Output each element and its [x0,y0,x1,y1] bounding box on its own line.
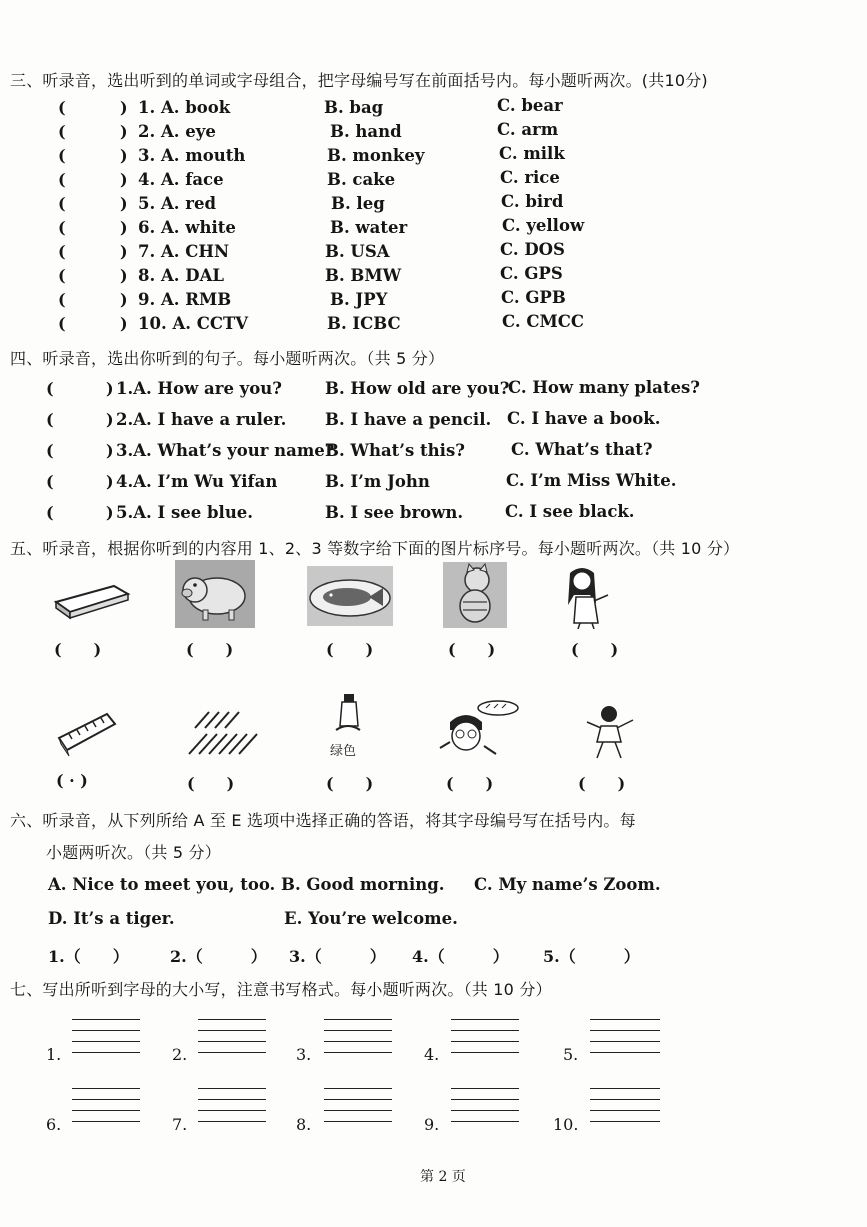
answer-paren-open: ( [58,266,66,285]
sentence-a: 2.A. I have a ruler. [116,410,287,429]
answer-paren-close: ) [120,98,128,117]
answer-paren-close: ) [106,503,114,522]
writing-guide-line [590,1052,660,1053]
sentence-c: C. How many plates? [508,378,700,397]
writing-guide-line [451,1041,519,1042]
picture-number-paren: ( ) [448,640,496,659]
writing-guide-line [198,1088,266,1089]
writing-guide-line [324,1019,392,1020]
reply-option: E. You’re welcome. [284,909,458,928]
option-c: C. bird [501,192,564,211]
answer-blank: 5.（ ） [543,947,640,966]
eraser-picture [52,580,132,620]
picture-number-paren: ( ) [186,640,234,659]
answer-paren-close: ) [106,410,114,429]
answer-paren-close: ) [106,379,114,398]
writing-item-number: 7. [172,1115,188,1134]
fish-plate-picture [307,566,393,626]
section-6-title-line2: 小题两听次。（共 5 分） [46,843,221,862]
answer-paren-open: ( [46,410,54,429]
picture-number-paren: ( ) [54,640,102,659]
writing-item-number: 1. [46,1045,62,1064]
picture-number-paren: ( ) [446,774,494,793]
pig-picture [175,560,255,628]
writing-guide-line [198,1041,266,1042]
paint-tube-picture [330,692,366,734]
picture-number-paren: ( ) [326,774,374,793]
option-b: B. bag [324,98,384,117]
answer-paren-open: ( [58,290,66,309]
answer-paren-close: ) [120,314,128,333]
option-c: C. DOS [500,240,565,259]
option-b: B. water [330,218,408,237]
section-7-title: 七、写出所听到字母的大小写，注意书写格式。每小题听两次。（共 10 分） [10,980,552,999]
option-a: 9. A. RMB [138,290,232,309]
answer-paren-close: ) [120,218,128,237]
writing-guide-line [198,1110,266,1111]
sentence-a: 3.A. What’s your name? [116,441,335,460]
answer-blank: 1.（ ） [48,947,129,966]
option-c: C. bear [497,96,563,115]
answer-paren-close: ) [106,472,114,491]
option-b: B. hand [330,122,402,141]
sentence-c: C. What’s that? [511,440,653,459]
green-label: 绿色 [330,744,357,759]
writing-guide-line [198,1019,266,1020]
answer-paren-close: ) [120,266,128,285]
pencils-picture [185,706,261,758]
option-c: C. arm [497,120,559,139]
writing-guide-line [590,1110,660,1111]
answer-paren-open: ( [46,379,54,398]
writing-guide-line [451,1121,519,1122]
page-number: 第 2 页 [420,1169,466,1185]
answer-paren-open: ( [58,218,66,237]
writing-guide-line [451,1099,519,1100]
option-a: 5. A. red [138,194,216,213]
sentence-a: 4.A. I’m Wu Yifan [116,472,278,491]
option-a: 4. A. face [138,170,224,189]
answer-paren-open: ( [58,194,66,213]
girl-picture [560,565,620,629]
writing-guide-line [590,1088,660,1089]
writing-guide-line [324,1052,392,1053]
option-a: 10. A. CCTV [138,314,249,333]
reply-option: A. Nice to meet you, too. [48,875,276,894]
option-a: 1. A. book [138,98,231,117]
answer-paren-close: ) [120,146,128,165]
writing-guide-line [198,1030,266,1031]
answer-blank: 3.（ ） [289,947,386,966]
writing-guide-line [72,1099,140,1100]
picture-number-paren: ( ) [326,640,374,659]
option-b: B. monkey [327,146,425,165]
writing-item-number: 9. [424,1115,440,1134]
option-a: 2. A. eye [138,122,216,141]
section-4-title: 四、听录音，选出你听到的句子。每小题听两次。（共 5 分） [10,349,445,368]
writing-guide-line [72,1110,140,1111]
sentence-c: C. I see black. [505,502,635,521]
writing-item-number: 8. [296,1115,312,1134]
writing-item-number: 2. [172,1045,188,1064]
option-b: B. JPY [330,290,388,309]
answer-paren-open: ( [58,122,66,141]
picture-number-paren: ( ) [578,774,626,793]
writing-item-number: 10. [553,1115,579,1134]
section-6-title-line1: 六、听录音，从下列所给 A 至 E 选项中选择正确的答语，将其字母编号写在括号内。每 [10,811,636,830]
sentence-b: B. How old are you? [325,379,510,398]
writing-item-number: 3. [296,1045,312,1064]
answer-paren-open: ( [46,441,54,460]
sentence-b: B. I’m John [325,472,430,491]
answer-paren-open: ( [58,146,66,165]
dancing-girl-picture [583,704,639,760]
answer-blank: 2.（ ） [170,947,267,966]
option-b: B. cake [327,170,396,189]
answer-paren-open: ( [58,170,66,189]
answer-paren-close: ) [120,194,128,213]
picture-number-paren: ( · ) [56,771,88,790]
writing-guide-line [324,1110,392,1111]
answer-paren-open: ( [46,472,54,491]
answer-paren-close: ) [120,122,128,141]
answer-paren-close: ) [120,170,128,189]
cat-picture [443,562,507,628]
sentence-b: B. I see brown. [325,503,464,522]
option-a: 3. A. mouth [138,146,246,165]
writing-guide-line [72,1019,140,1020]
writing-guide-line [198,1052,266,1053]
ruler-picture [55,708,119,758]
answer-paren-close: ) [120,290,128,309]
boy-bread-picture [436,696,526,762]
writing-guide-line [451,1088,519,1089]
writing-guide-line [590,1099,660,1100]
writing-guide-line [590,1030,660,1031]
writing-guide-line [198,1099,266,1100]
writing-guide-line [451,1030,519,1031]
answer-paren-open: ( [46,503,54,522]
option-c: C. GPS [500,264,563,283]
answer-paren-close: ) [120,242,128,261]
sentence-b: B. I have a pencil. [325,410,492,429]
writing-guide-line [72,1052,140,1053]
answer-paren-open: ( [58,314,66,333]
writing-item-number: 4. [424,1045,440,1064]
answer-paren-open: ( [58,242,66,261]
writing-guide-line [451,1110,519,1111]
sentence-c: C. I have a book. [507,409,661,428]
sentence-c: C. I’m Miss White. [506,471,677,490]
answer-paren-close: ) [106,441,114,460]
writing-guide-line [324,1121,392,1122]
sentence-a: 1.A. How are you? [116,379,282,398]
writing-guide-line [72,1030,140,1031]
option-a: 7. A. CHN [138,242,230,261]
writing-guide-line [451,1052,519,1053]
writing-guide-line [451,1019,519,1020]
answer-blank: 4.（ ） [412,947,509,966]
writing-guide-line [324,1099,392,1100]
writing-guide-line [72,1041,140,1042]
option-b: B. USA [325,242,390,261]
writing-guide-line [324,1041,392,1042]
option-c: C. milk [499,144,565,163]
writing-item-number: 5. [563,1045,579,1064]
reply-option: B. Good morning. [281,875,445,894]
option-c: C. rice [500,168,560,187]
option-b: B. leg [331,194,385,213]
option-a: 6. A. white [138,218,236,237]
picture-number-paren: ( ) [571,640,619,659]
option-b: B. ICBC [327,314,401,333]
option-a: 8. A. DAL [138,266,224,285]
writing-guide-line [324,1088,392,1089]
sentence-b: B. What’s this? [325,441,465,460]
writing-guide-line [72,1088,140,1089]
writing-guide-line [590,1041,660,1042]
sentence-a: 5.A. I see blue. [116,503,254,522]
picture-number-paren: ( ) [187,774,235,793]
option-c: C. yellow [502,216,585,235]
option-c: C. CMCC [502,312,584,331]
writing-item-number: 6. [46,1115,62,1134]
answer-paren-open: ( [58,98,66,117]
option-b: B. BMW [325,266,402,285]
option-c: C. GPB [501,288,566,307]
writing-guide-line [324,1030,392,1031]
reply-option: D. It’s a tiger. [48,909,175,928]
section-5-title: 五、听录音，根据你听到的内容用 1、2、3 等数字给下面的图片标序号。每小题听两次。（共 10 分） [10,539,740,558]
writing-guide-line [590,1121,660,1122]
writing-guide-line [198,1121,266,1122]
section-3-title: 三、听录音，选出听到的单词或字母组合，把字母编号写在前面括号内。每小题听两次。(共10分) [10,71,708,90]
writing-guide-line [590,1019,660,1020]
writing-guide-line [72,1121,140,1122]
reply-option: C. My name’s Zoom. [474,875,661,894]
